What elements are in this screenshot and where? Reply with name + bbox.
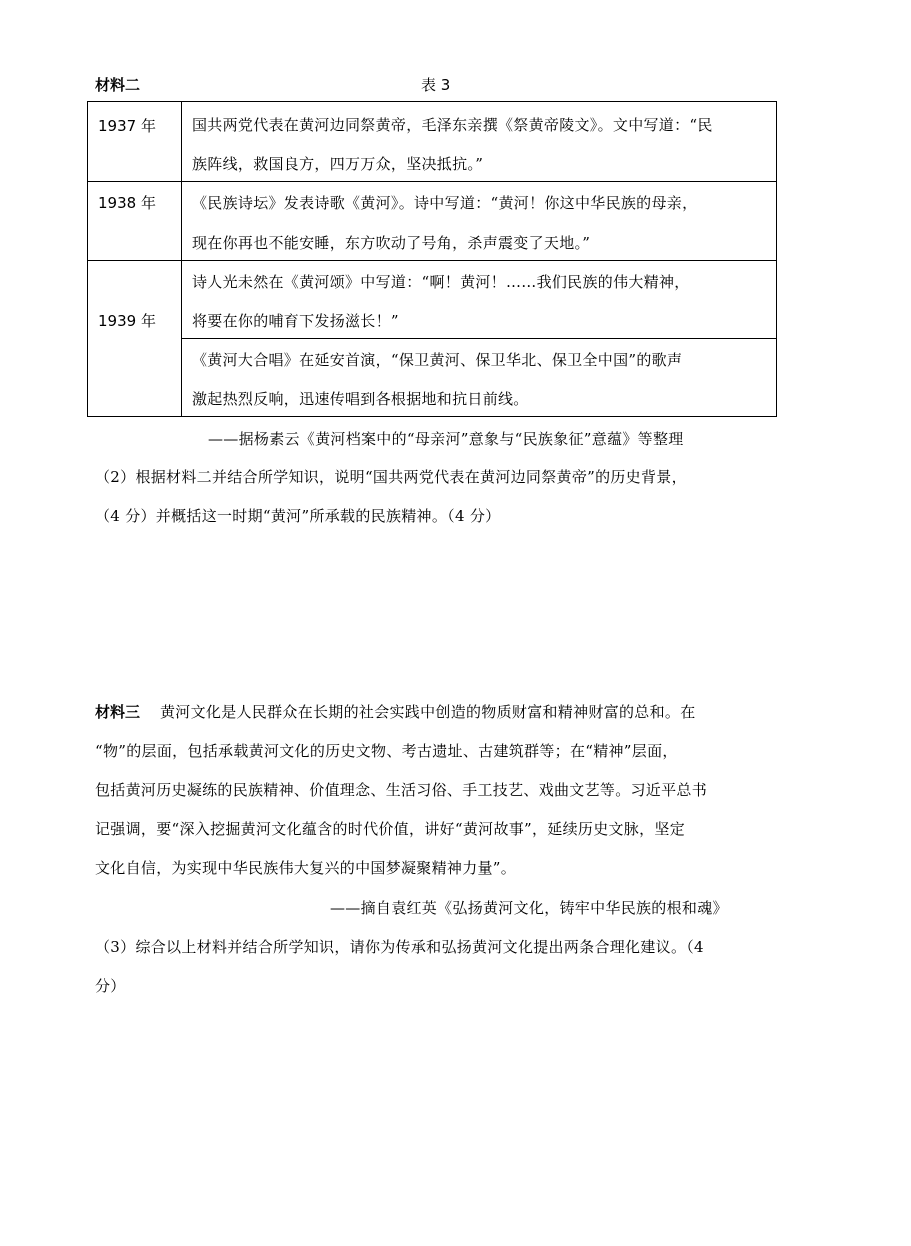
material2-table (87, 101, 777, 417)
material3-line: 记强调，要“深入挖掘黄河文化蕴含的时代价值，讲好“黄河故事”，延续历史文脉，坚定 (95, 820, 686, 838)
material3-source: ——摘自袁红英《弘扬黄河文化，铸牢中华民族的根和魂》 (330, 899, 728, 917)
table-row-year: 1937 年 (98, 117, 156, 135)
material2-label: 材料二 (95, 76, 141, 94)
material3-line: 包括黄河历史凝练的民族精神、价值理念、生活习俗、手工技艺、戏曲文艺等。习近平总书 (95, 781, 708, 799)
question3-line: （3）综合以上材料并结合所学知识，请你为传承和弘扬黄河文化提出两条合理化建议。（4 (95, 938, 704, 956)
material3-label: 材料三 (95, 703, 141, 721)
table-row-text: 《黄河大合唱》在延安首演，“保卫黄河、保卫华北、保卫全中国”的歌声 (192, 351, 683, 369)
table-row-text: 国共两党代表在黄河边同祭黄帝，毛泽东亲撰《祭黄帝陵文》。文中写道：“民 (192, 116, 713, 134)
question2-line: （2）根据材料二并结合所学知识，说明“国共两党代表在黄河边同祭黄帝”的历史背景， (95, 468, 687, 486)
table-title: 表 3 (421, 76, 451, 94)
table-row-year: 1938 年 (98, 194, 156, 212)
material2-source: ——据杨素云《黄河档案中的“母亲河”意象与“民族象征”意蕴》等整理 (208, 430, 684, 448)
question3-line: 分） (95, 977, 126, 995)
table-row-text: 诗人光未然在《黄河颂》中写道：“啊！黄河！……我们民族的伟大精神， (192, 273, 690, 291)
table-row-text: 《民族诗坛》发表诗歌《黄河》。诗中写道：“黄河！你这中华民族的母亲， (192, 194, 698, 212)
table-row-year: 1939 年 (98, 312, 156, 330)
material3-line: 黄河文化是人民群众在长期的社会实践中创造的物质财富和精神财富的总和。在 (160, 703, 696, 721)
material3-line: 文化自信，为实现中华民族伟大复兴的中国梦凝聚精神力量”。 (95, 859, 517, 877)
table-row-text: 现在你再也不能安睡，东方吹动了号角，杀声震变了天地。” (192, 234, 591, 252)
table-row-text: 激起热烈反响，迅速传唱到各根据地和抗日前线。 (192, 390, 529, 408)
table-row-text: 族阵线，救国良方，四万万众，坚决抵抗。” (192, 155, 484, 173)
material3-line: “物”的层面，包括承载黄河文化的历史文物、考古遗址、古建筑群等；在“精神”层面， (95, 742, 678, 760)
table-row-text: 将要在你的哺育下发扬滋长！” (192, 312, 399, 330)
question2-line: （4 分）并概括这一时期“黄河”所承载的民族精神。（4 分） (95, 507, 501, 525)
